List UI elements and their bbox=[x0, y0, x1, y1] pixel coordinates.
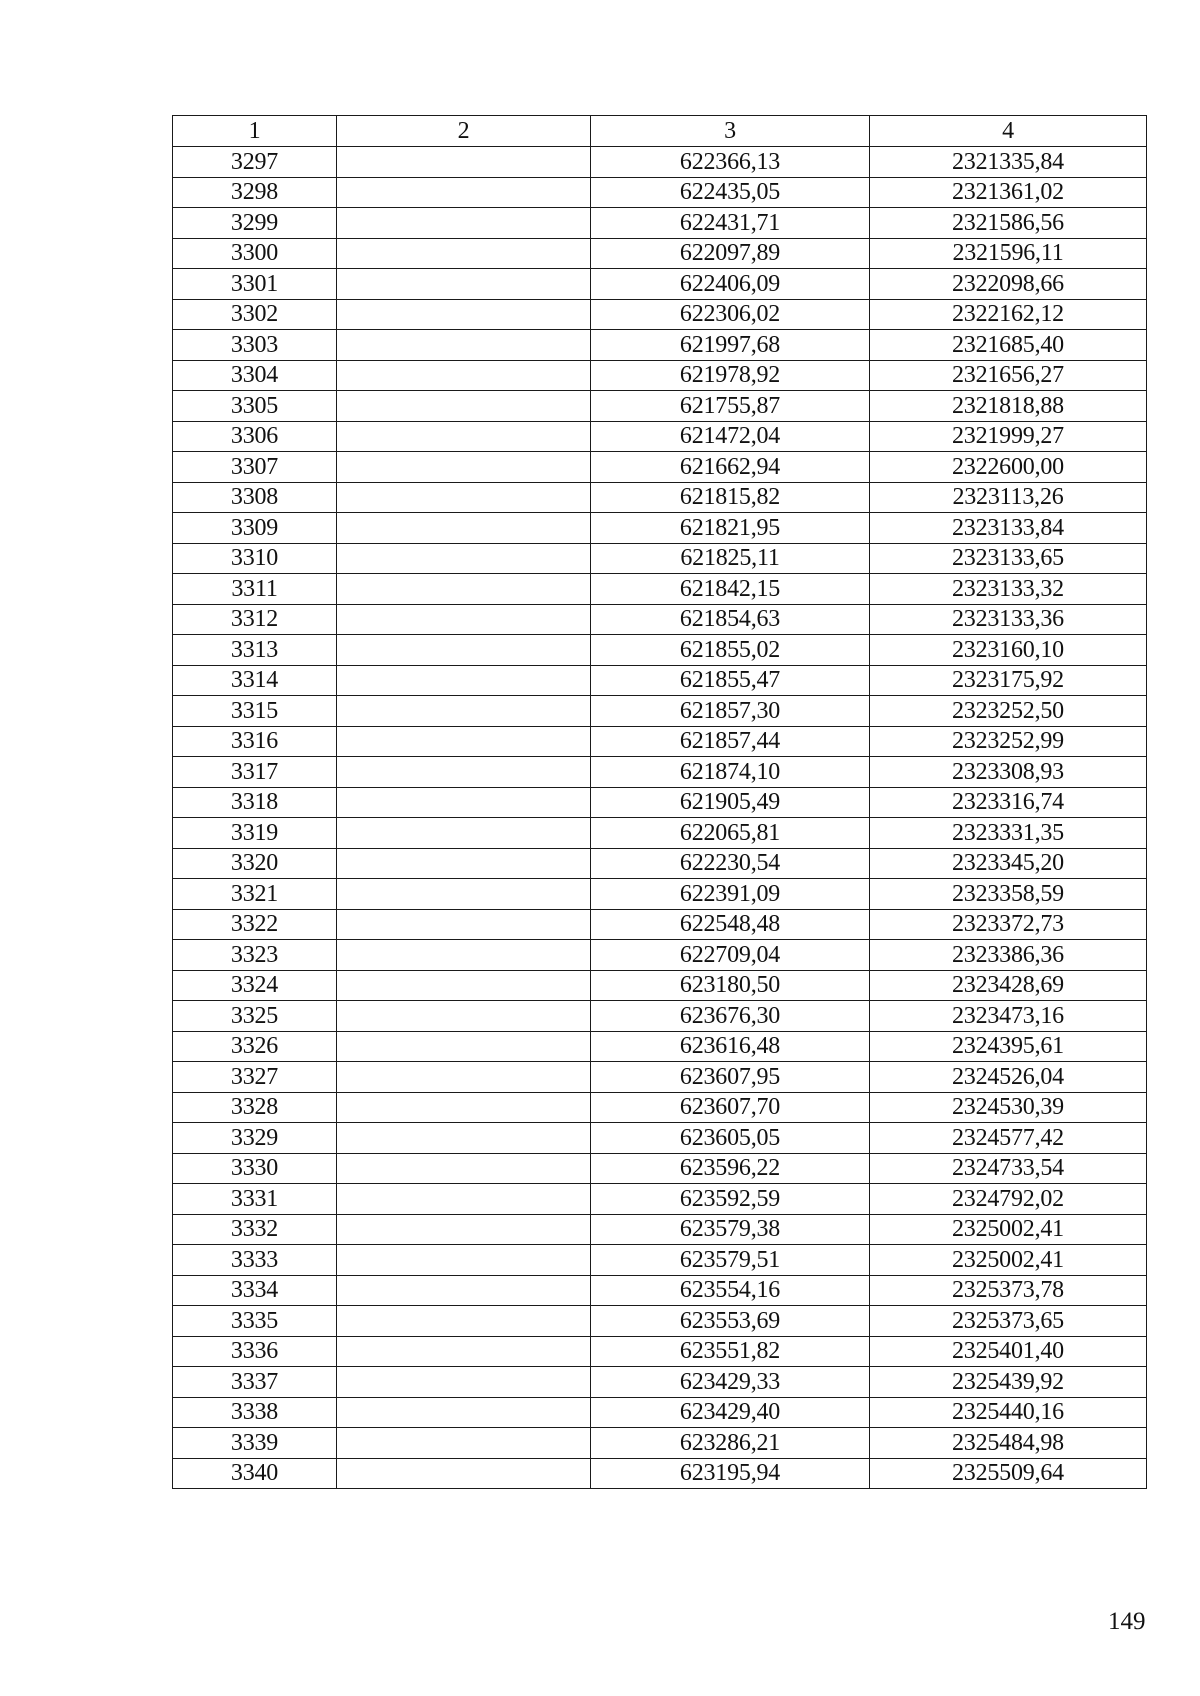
table-row bbox=[173, 1458, 1147, 1489]
description-cell bbox=[337, 1031, 591, 1062]
table-header bbox=[173, 116, 1147, 147]
y-coordinate-cell: 2321586,56 bbox=[870, 208, 1147, 239]
table-row bbox=[173, 421, 1147, 452]
x-coordinate-cell: 621472,04 bbox=[591, 421, 870, 452]
table-row bbox=[173, 147, 1147, 178]
y-coordinate-cell: 2325484,98 bbox=[870, 1428, 1147, 1459]
y-coordinate-cell: 2321361,02 bbox=[870, 177, 1147, 208]
table-row bbox=[173, 818, 1147, 849]
point-number-cell: 3305 bbox=[173, 391, 337, 422]
point-number-cell: 3339 bbox=[173, 1428, 337, 1459]
y-coordinate-cell: 2323331,35 bbox=[870, 818, 1147, 849]
table-row bbox=[173, 452, 1147, 483]
point-number-cell: 3325 bbox=[173, 1001, 337, 1032]
table-row bbox=[173, 1184, 1147, 1215]
point-number-cell: 3300 bbox=[173, 238, 337, 269]
table-row bbox=[173, 1306, 1147, 1337]
table-row bbox=[173, 1031, 1147, 1062]
description-cell bbox=[337, 757, 591, 788]
point-number-cell: 3337 bbox=[173, 1367, 337, 1398]
table-row bbox=[173, 940, 1147, 971]
description-cell bbox=[337, 1123, 591, 1154]
x-coordinate-cell: 623195,94 bbox=[591, 1458, 870, 1489]
description-cell bbox=[337, 1428, 591, 1459]
x-coordinate-cell: 622709,04 bbox=[591, 940, 870, 971]
description-cell bbox=[337, 147, 591, 178]
y-coordinate-cell: 2323386,36 bbox=[870, 940, 1147, 971]
point-number-cell: 3323 bbox=[173, 940, 337, 971]
table-row bbox=[173, 177, 1147, 208]
y-coordinate-cell: 2324395,61 bbox=[870, 1031, 1147, 1062]
table-row bbox=[173, 1214, 1147, 1245]
description-cell bbox=[337, 513, 591, 544]
y-coordinate-cell: 2321999,27 bbox=[870, 421, 1147, 452]
description-cell bbox=[337, 330, 591, 361]
table-row bbox=[173, 513, 1147, 544]
table-row bbox=[173, 1092, 1147, 1123]
column-header-4: 4 bbox=[870, 116, 1147, 147]
point-number-cell: 3318 bbox=[173, 787, 337, 818]
x-coordinate-cell: 621978,92 bbox=[591, 360, 870, 391]
table-row bbox=[173, 604, 1147, 635]
x-coordinate-cell: 621905,49 bbox=[591, 787, 870, 818]
point-number-cell: 3331 bbox=[173, 1184, 337, 1215]
description-cell bbox=[337, 269, 591, 300]
description-cell bbox=[337, 604, 591, 635]
table-row bbox=[173, 1001, 1147, 1032]
x-coordinate-cell: 621857,44 bbox=[591, 726, 870, 757]
x-coordinate-cell: 622431,71 bbox=[591, 208, 870, 239]
description-cell bbox=[337, 1214, 591, 1245]
description-cell bbox=[337, 787, 591, 818]
description-cell bbox=[337, 391, 591, 422]
x-coordinate-cell: 621662,94 bbox=[591, 452, 870, 483]
table-row bbox=[173, 1245, 1147, 1276]
description-cell bbox=[337, 238, 591, 269]
table-row bbox=[173, 238, 1147, 269]
x-coordinate-cell: 623180,50 bbox=[591, 970, 870, 1001]
table-row bbox=[173, 879, 1147, 910]
point-number-cell: 3335 bbox=[173, 1306, 337, 1337]
y-coordinate-cell: 2324577,42 bbox=[870, 1123, 1147, 1154]
x-coordinate-cell: 622406,09 bbox=[591, 269, 870, 300]
description-cell bbox=[337, 421, 591, 452]
y-coordinate-cell: 2323133,84 bbox=[870, 513, 1147, 544]
description-cell bbox=[337, 635, 591, 666]
description-cell bbox=[337, 909, 591, 940]
description-cell bbox=[337, 1336, 591, 1367]
y-coordinate-cell: 2321335,84 bbox=[870, 147, 1147, 178]
table-row bbox=[173, 574, 1147, 605]
point-number-cell: 3328 bbox=[173, 1092, 337, 1123]
description-cell bbox=[337, 970, 591, 1001]
description-cell bbox=[337, 848, 591, 879]
table-row bbox=[173, 1123, 1147, 1154]
x-coordinate-cell: 623579,51 bbox=[591, 1245, 870, 1276]
table-row bbox=[173, 360, 1147, 391]
x-coordinate-cell: 622230,54 bbox=[591, 848, 870, 879]
x-coordinate-cell: 623607,95 bbox=[591, 1062, 870, 1093]
x-coordinate-cell: 621825,11 bbox=[591, 543, 870, 574]
x-coordinate-cell: 621842,15 bbox=[591, 574, 870, 605]
point-number-cell: 3334 bbox=[173, 1275, 337, 1306]
table-row bbox=[173, 269, 1147, 300]
x-coordinate-cell: 623616,48 bbox=[591, 1031, 870, 1062]
table-row bbox=[173, 1428, 1147, 1459]
description-cell bbox=[337, 1306, 591, 1337]
x-coordinate-cell: 621855,47 bbox=[591, 665, 870, 696]
table-row bbox=[173, 787, 1147, 818]
y-coordinate-cell: 2324733,54 bbox=[870, 1153, 1147, 1184]
point-number-cell: 3319 bbox=[173, 818, 337, 849]
point-number-cell: 3333 bbox=[173, 1245, 337, 1276]
table-row bbox=[173, 391, 1147, 422]
table-row bbox=[173, 757, 1147, 788]
table-body bbox=[173, 147, 1147, 1489]
y-coordinate-cell: 2321685,40 bbox=[870, 330, 1147, 361]
table-row bbox=[173, 696, 1147, 727]
table-row bbox=[173, 543, 1147, 574]
description-cell bbox=[337, 574, 591, 605]
description-cell bbox=[337, 1062, 591, 1093]
point-number-cell: 3316 bbox=[173, 726, 337, 757]
y-coordinate-cell: 2321656,27 bbox=[870, 360, 1147, 391]
description-cell bbox=[337, 1092, 591, 1123]
table-row bbox=[173, 726, 1147, 757]
point-number-cell: 3307 bbox=[173, 452, 337, 483]
y-coordinate-cell: 2323133,65 bbox=[870, 543, 1147, 574]
description-cell bbox=[337, 726, 591, 757]
table-row bbox=[173, 482, 1147, 513]
x-coordinate-cell: 623605,05 bbox=[591, 1123, 870, 1154]
y-coordinate-cell: 2323252,50 bbox=[870, 696, 1147, 727]
table-row bbox=[173, 1275, 1147, 1306]
table-row bbox=[173, 1367, 1147, 1398]
y-coordinate-cell: 2322162,12 bbox=[870, 299, 1147, 330]
description-cell bbox=[337, 879, 591, 910]
x-coordinate-cell: 622306,02 bbox=[591, 299, 870, 330]
table-row bbox=[173, 1062, 1147, 1093]
point-number-cell: 3321 bbox=[173, 879, 337, 910]
x-coordinate-cell: 622366,13 bbox=[591, 147, 870, 178]
x-coordinate-cell: 621857,30 bbox=[591, 696, 870, 727]
point-number-cell: 3309 bbox=[173, 513, 337, 544]
y-coordinate-cell: 2325373,65 bbox=[870, 1306, 1147, 1337]
x-coordinate-cell: 623551,82 bbox=[591, 1336, 870, 1367]
point-number-cell: 3332 bbox=[173, 1214, 337, 1245]
y-coordinate-cell: 2321596,11 bbox=[870, 238, 1147, 269]
y-coordinate-cell: 2323160,10 bbox=[870, 635, 1147, 666]
y-coordinate-cell: 2325439,92 bbox=[870, 1367, 1147, 1398]
y-coordinate-cell: 2325401,40 bbox=[870, 1336, 1147, 1367]
y-coordinate-cell: 2324530,39 bbox=[870, 1092, 1147, 1123]
y-coordinate-cell: 2324792,02 bbox=[870, 1184, 1147, 1215]
coordinates-table bbox=[172, 115, 1147, 1489]
column-header-2: 2 bbox=[337, 116, 591, 147]
description-cell bbox=[337, 360, 591, 391]
description-cell bbox=[337, 177, 591, 208]
description-cell bbox=[337, 1275, 591, 1306]
point-number-cell: 3322 bbox=[173, 909, 337, 940]
point-number-cell: 3314 bbox=[173, 665, 337, 696]
y-coordinate-cell: 2323175,92 bbox=[870, 665, 1147, 696]
table-row bbox=[173, 1153, 1147, 1184]
y-coordinate-cell: 2325373,78 bbox=[870, 1275, 1147, 1306]
y-coordinate-cell: 2323316,74 bbox=[870, 787, 1147, 818]
point-number-cell: 3308 bbox=[173, 482, 337, 513]
table-row bbox=[173, 970, 1147, 1001]
point-number-cell: 3312 bbox=[173, 604, 337, 635]
x-coordinate-cell: 623592,59 bbox=[591, 1184, 870, 1215]
x-coordinate-cell: 621854,63 bbox=[591, 604, 870, 635]
header-row bbox=[173, 116, 1147, 147]
description-cell bbox=[337, 940, 591, 971]
column-header-1: 1 bbox=[173, 116, 337, 147]
description-cell bbox=[337, 696, 591, 727]
point-number-cell: 3301 bbox=[173, 269, 337, 300]
point-number-cell: 3313 bbox=[173, 635, 337, 666]
y-coordinate-cell: 2325002,41 bbox=[870, 1214, 1147, 1245]
y-coordinate-cell: 2323113,26 bbox=[870, 482, 1147, 513]
y-coordinate-cell: 2322098,66 bbox=[870, 269, 1147, 300]
table-row bbox=[173, 848, 1147, 879]
point-number-cell: 3340 bbox=[173, 1458, 337, 1489]
y-coordinate-cell: 2323345,20 bbox=[870, 848, 1147, 879]
y-coordinate-cell: 2323372,73 bbox=[870, 909, 1147, 940]
description-cell bbox=[337, 299, 591, 330]
point-number-cell: 3324 bbox=[173, 970, 337, 1001]
y-coordinate-cell: 2323358,59 bbox=[870, 879, 1147, 910]
x-coordinate-cell: 621821,95 bbox=[591, 513, 870, 544]
x-coordinate-cell: 623429,33 bbox=[591, 1367, 870, 1398]
x-coordinate-cell: 621755,87 bbox=[591, 391, 870, 422]
point-number-cell: 3310 bbox=[173, 543, 337, 574]
description-cell bbox=[337, 1001, 591, 1032]
y-coordinate-cell: 2323252,99 bbox=[870, 726, 1147, 757]
y-coordinate-cell: 2324526,04 bbox=[870, 1062, 1147, 1093]
x-coordinate-cell: 621815,82 bbox=[591, 482, 870, 513]
table-row bbox=[173, 909, 1147, 940]
x-coordinate-cell: 621997,68 bbox=[591, 330, 870, 361]
y-coordinate-cell: 2325509,64 bbox=[870, 1458, 1147, 1489]
point-number-cell: 3338 bbox=[173, 1397, 337, 1428]
x-coordinate-cell: 622435,05 bbox=[591, 177, 870, 208]
y-coordinate-cell: 2322600,00 bbox=[870, 452, 1147, 483]
x-coordinate-cell: 623286,21 bbox=[591, 1428, 870, 1459]
point-number-cell: 3304 bbox=[173, 360, 337, 391]
description-cell bbox=[337, 1245, 591, 1276]
table-row bbox=[173, 208, 1147, 239]
y-coordinate-cell: 2321818,88 bbox=[870, 391, 1147, 422]
point-number-cell: 3298 bbox=[173, 177, 337, 208]
table-row bbox=[173, 635, 1147, 666]
table-row bbox=[173, 1336, 1147, 1367]
description-cell bbox=[337, 1153, 591, 1184]
x-coordinate-cell: 623596,22 bbox=[591, 1153, 870, 1184]
table-row bbox=[173, 1397, 1147, 1428]
point-number-cell: 3326 bbox=[173, 1031, 337, 1062]
y-coordinate-cell: 2323133,36 bbox=[870, 604, 1147, 635]
y-coordinate-cell: 2323133,32 bbox=[870, 574, 1147, 605]
table-row bbox=[173, 330, 1147, 361]
description-cell bbox=[337, 543, 591, 574]
point-number-cell: 3297 bbox=[173, 147, 337, 178]
y-coordinate-cell: 2325002,41 bbox=[870, 1245, 1147, 1276]
x-coordinate-cell: 622065,81 bbox=[591, 818, 870, 849]
x-coordinate-cell: 623607,70 bbox=[591, 1092, 870, 1123]
x-coordinate-cell: 623579,38 bbox=[591, 1214, 870, 1245]
description-cell bbox=[337, 818, 591, 849]
table-row bbox=[173, 665, 1147, 696]
x-coordinate-cell: 623429,40 bbox=[591, 1397, 870, 1428]
point-number-cell: 3330 bbox=[173, 1153, 337, 1184]
page-number: 149 bbox=[1108, 1608, 1146, 1635]
point-number-cell: 3311 bbox=[173, 574, 337, 605]
point-number-cell: 3306 bbox=[173, 421, 337, 452]
point-number-cell: 3327 bbox=[173, 1062, 337, 1093]
y-coordinate-cell: 2323308,93 bbox=[870, 757, 1147, 788]
point-number-cell: 3299 bbox=[173, 208, 337, 239]
x-coordinate-cell: 622391,09 bbox=[591, 879, 870, 910]
table-row bbox=[173, 299, 1147, 330]
y-coordinate-cell: 2323473,16 bbox=[870, 1001, 1147, 1032]
x-coordinate-cell: 621855,02 bbox=[591, 635, 870, 666]
description-cell bbox=[337, 1184, 591, 1215]
x-coordinate-cell: 623676,30 bbox=[591, 1001, 870, 1032]
point-number-cell: 3336 bbox=[173, 1336, 337, 1367]
x-coordinate-cell: 622097,89 bbox=[591, 238, 870, 269]
description-cell bbox=[337, 1397, 591, 1428]
point-number-cell: 3320 bbox=[173, 848, 337, 879]
point-number-cell: 3315 bbox=[173, 696, 337, 727]
y-coordinate-cell: 2325440,16 bbox=[870, 1397, 1147, 1428]
description-cell bbox=[337, 208, 591, 239]
point-number-cell: 3317 bbox=[173, 757, 337, 788]
description-cell bbox=[337, 452, 591, 483]
x-coordinate-cell: 622548,48 bbox=[591, 909, 870, 940]
description-cell bbox=[337, 482, 591, 513]
point-number-cell: 3302 bbox=[173, 299, 337, 330]
x-coordinate-cell: 623554,16 bbox=[591, 1275, 870, 1306]
description-cell bbox=[337, 1458, 591, 1489]
column-header-3: 3 bbox=[591, 116, 870, 147]
point-number-cell: 3303 bbox=[173, 330, 337, 361]
description-cell bbox=[337, 1367, 591, 1398]
x-coordinate-cell: 621874,10 bbox=[591, 757, 870, 788]
x-coordinate-cell: 623553,69 bbox=[591, 1306, 870, 1337]
y-coordinate-cell: 2323428,69 bbox=[870, 970, 1147, 1001]
description-cell bbox=[337, 665, 591, 696]
point-number-cell: 3329 bbox=[173, 1123, 337, 1154]
